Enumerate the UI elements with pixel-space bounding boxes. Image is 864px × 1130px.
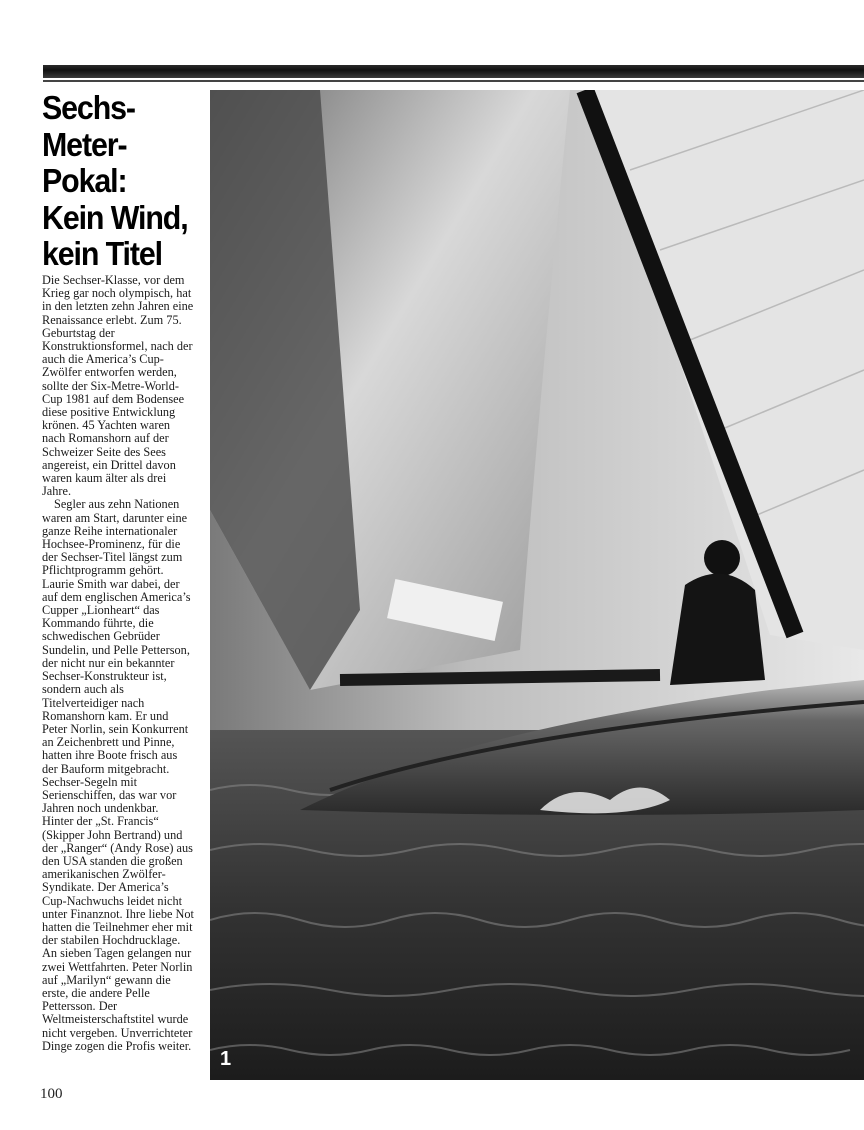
paragraph-1: Die Sechser-Klasse, vor dem Krieg gar noch olympisch, hat in den letzten zehn Jahren eine Renaissance erlebt. Zum 75. Geburtstag der Konstruktionsformel, nach der auch die America’s Cup-Zwölfer entworfen werden, sollte der Six-Metre-World-Cup 1981 auf dem Bodensee diese positive Entwicklung krönen. 45 Yachten waren nach Romanshorn auf der Schweizer Seite des Sees angereist, ein Drittel davon waren kaum älter als drei Jahre. xyxy=(42,273,194,499)
top-rule-thin xyxy=(43,80,864,82)
headline-line-2: Meter- xyxy=(42,125,127,163)
paragraph-2: Segler aus zehn Nationen waren am Start, darunter eine ganze Reihe internationaler Hochsee-Prominenz, für die der Sechser-Titel längst zum Pflichtprogramm gehört. Laurie Smith war dabei, der auf dem englischen America’s Cupper „Lionheart“ das Kommando führte, die schwedischen Gebrüder Sundelin, und Pelle Petterson, der nicht nur ein bekannter Sechser-Konstrukteur ist, sondern auch als Titelverteidiger nach Romanshorn kam. Er und Peter Norlin, sein Konkurrent an Zeichenbrett und Pinne, hatten ihre Boote frisch aus der Bauform mitgebracht. Sechser-Segeln mit Serienschiffen, das war vor Jahren noch undenkbar. xyxy=(42,497,191,816)
article-body xyxy=(42,274,195,1053)
headline-line-5: kein Titel xyxy=(42,235,163,272)
boom xyxy=(340,675,660,680)
photo-number: 1 xyxy=(220,1048,232,1070)
headline-line-1: Sechs- xyxy=(42,89,135,126)
sailboat-photo xyxy=(210,90,864,1080)
sailboat-illustration xyxy=(210,90,864,1080)
paragraph-3: Hinter der „St. Francis“ (Skipper John Bertrand) und der „Ranger“ (Andy Rose) aus den USA standen die großen amerikanischen Zwölfer-Syndikate. Der America’s Cup-Nachwuchs leidet nicht unter Finanznot. Ihre liebe Not hatten die Teilnehmer eher mit der stabilen Hochdrucklage. An sieben Tagen gelangen nur zwei Wettfahrten. Peter Norlin auf „Marilyn“ gewann die erste, die andere Pelle Pettersson. Der Weltmeisterschaftstitel wurde nicht vergeben. Unverrichteter Dinge zogen die Profis weiter. xyxy=(42,814,194,1053)
headline-line-4: Kein Wind, xyxy=(42,198,188,236)
headline xyxy=(42,90,207,273)
page-number: 100 xyxy=(40,1086,63,1102)
top-rule xyxy=(43,65,864,78)
headline-line-3: Pokal: xyxy=(42,162,127,199)
